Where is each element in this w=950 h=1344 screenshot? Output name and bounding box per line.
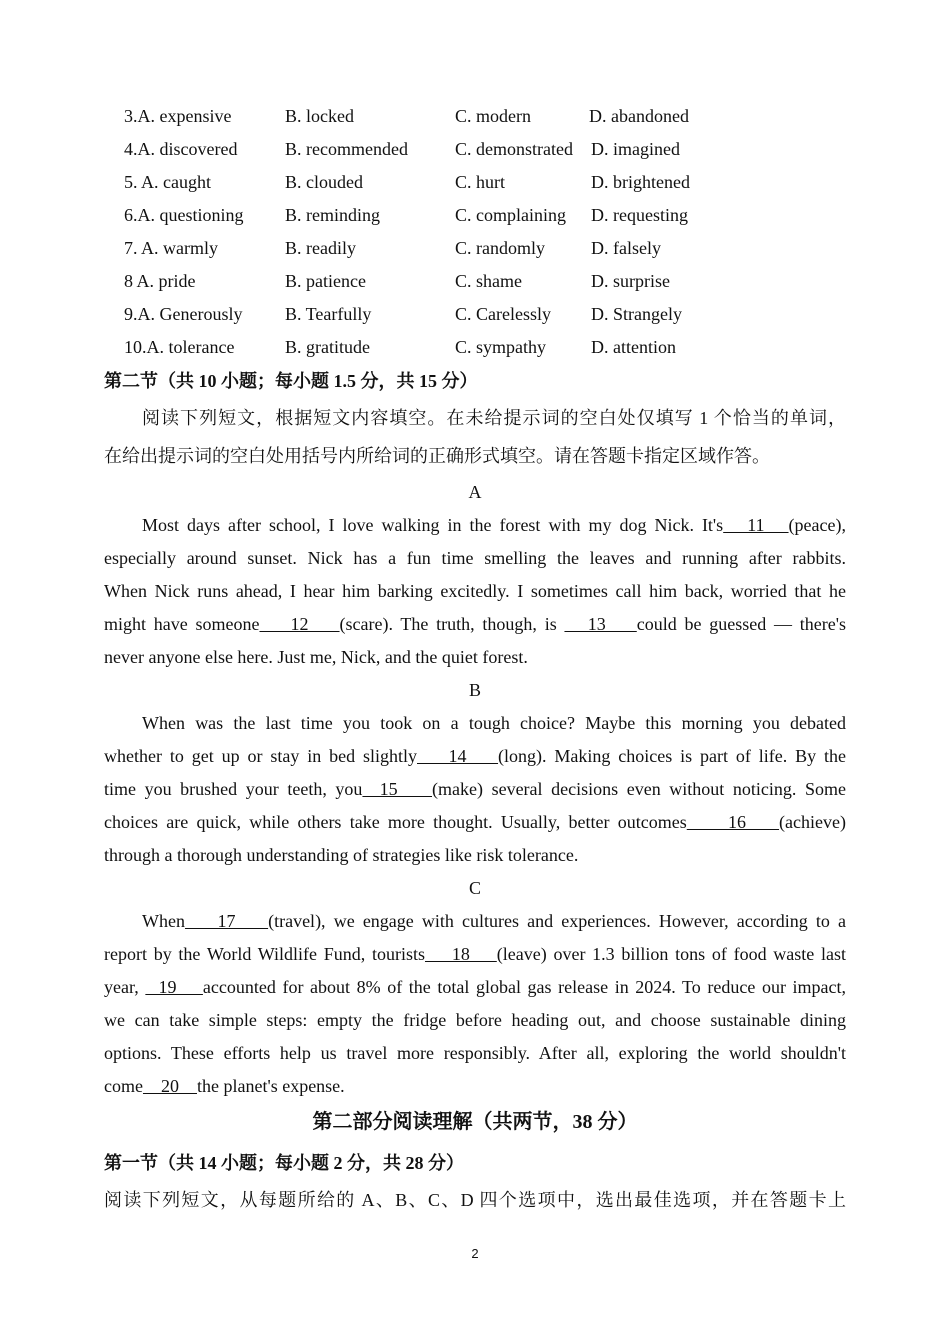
option-a: 5. A. caught <box>124 172 211 192</box>
text-line: report by the World Wildlife Fund, tourists 18 (leave) over 1.3 billion tons of food waste last <box>104 944 846 964</box>
option-d: D. abandoned <box>589 106 689 126</box>
option-a: 7. A. warmly <box>124 238 218 258</box>
option-d: D. falsely <box>591 238 661 258</box>
blank-16[interactable]: 16 <box>686 812 780 832</box>
option-c: C. randomly <box>455 238 545 258</box>
blank-13[interactable]: 13 <box>564 614 637 634</box>
text-line: might have someone 12 (scare). The truth, though, is 13 could be guessed — there's <box>104 614 846 634</box>
option-c: C. modern <box>455 106 531 126</box>
text-line: we can take simple steps: empty the fridge before heading out, and choose sustainable dining <box>104 1010 846 1030</box>
text-line: come 20 the planet's expense. <box>104 1076 345 1096</box>
option-c: C. Carelessly <box>455 304 551 324</box>
option-d: D. imagined <box>591 139 680 159</box>
text-line: choices are quick, while others take more thought. Usually, better outcomes 16 (achieve) <box>104 812 846 832</box>
option-row <box>0 200 950 230</box>
blank-15[interactable]: 15 <box>362 779 433 799</box>
page-number: 2 <box>471 1246 479 1261</box>
option-c: C. sympathy <box>455 337 547 357</box>
option-d: D. Strangely <box>591 304 682 324</box>
passage-label: A <box>468 482 482 502</box>
option-d: D. attention <box>591 337 676 357</box>
option-row <box>0 299 950 329</box>
option-b: B. locked <box>285 106 354 126</box>
text-line: Most days after school, I love walking in the forest with my dog Nick. It's 11 (peace), <box>142 515 846 535</box>
option-b: B. Tearfully <box>285 304 372 324</box>
option-row <box>0 332 950 362</box>
text-line: When 17 (travel), we engage with cultures and experiences. However, according to a <box>142 911 847 931</box>
option-row <box>0 101 950 131</box>
option-a: 10.A. tolerance <box>124 337 235 357</box>
option-a: 9.A. Generously <box>124 304 243 324</box>
option-a: 3.A. expensive <box>124 106 232 126</box>
option-row <box>0 167 950 197</box>
instruction-line: 阅读下列短文，从每题所给的 A、B、C、D 四个选项中，选出最佳选项，并在答题卡上 <box>104 1190 846 1210</box>
text-line: options. These efforts help us travel more responsibly. After all, exploring the world shouldn't <box>104 1043 846 1063</box>
passage-label: C <box>468 878 481 898</box>
option-c: C. shame <box>455 271 522 291</box>
blank-20[interactable]: 20 <box>142 1076 197 1096</box>
instruction-line: 在给出提示词的空白处用括号内所给词的正确形式填空。请在答题卡指定区域作答。 <box>104 446 770 466</box>
option-d: D. requesting <box>591 205 688 225</box>
option-row <box>0 266 950 296</box>
blank-11[interactable]: 11 <box>723 515 789 535</box>
option-c: C. demonstrated <box>455 139 573 159</box>
option-d: D. surprise <box>591 271 670 291</box>
option-row <box>0 233 950 263</box>
passage-label: B <box>468 680 481 700</box>
blank-12[interactable]: 12 <box>259 614 340 634</box>
option-b: B. readily <box>285 238 356 258</box>
option-b: B. reminding <box>285 205 380 225</box>
text-line: When was the last time you took on a tough choice? Maybe this morning you debated <box>142 713 846 733</box>
blank-17[interactable]: 17 <box>184 911 269 931</box>
option-b: B. gratitude <box>285 337 370 357</box>
text-line: whether to get up or stay in bed slightly 14 (long). Making choices is part of life. By the <box>104 746 847 766</box>
blank-19[interactable]: 19 <box>145 977 203 997</box>
option-b: B. recommended <box>285 139 408 159</box>
option-c: C. hurt <box>455 172 506 192</box>
text-line: especially around sunset. Nick has a fun time smelling the leaves and running after rabbits. <box>104 548 846 568</box>
text-line: When Nick runs ahead, I hear him barking excitedly. I sometimes call him back, worried that he <box>104 581 846 601</box>
section-heading: 第一节（共 14 小题；每小题 2 分，共 28 分） <box>104 1153 464 1173</box>
blank-14[interactable]: 14 <box>417 746 499 766</box>
option-c: C. complaining <box>455 205 566 225</box>
section-heading: 第二节（共 10 小题；每小题 1.5 分，共 15 分） <box>104 371 478 391</box>
option-row <box>0 134 950 164</box>
text-line: through a thorough understanding of strategies like risk tolerance. <box>104 845 579 865</box>
option-b: B. clouded <box>285 172 363 192</box>
option-d: D. brightened <box>591 172 690 192</box>
part-title: 第二部分阅读理解（共两节，38 分） <box>312 1111 638 1133</box>
option-a: 4.A. discovered <box>124 139 238 159</box>
option-b: B. patience <box>285 271 366 291</box>
option-a: 8 A. pride <box>124 271 196 291</box>
option-a: 6.A. questioning <box>124 205 244 225</box>
text-line: year, 19 accounted for about 8% of the total global gas release in 2024. To reduce our impact, <box>104 977 847 997</box>
text-line: never anyone else here. Just me, Nick, and the quiet forest. <box>104 647 528 667</box>
blank-18[interactable]: 18 <box>424 944 497 964</box>
text-line: time you brushed your teeth, you 15 (make) several decisions even without noticing. Some <box>104 779 846 799</box>
instruction-line: 阅读下列短文，根据短文内容填空。在未给提示词的空白处仅填写 1 个恰当的单词， <box>142 408 846 428</box>
